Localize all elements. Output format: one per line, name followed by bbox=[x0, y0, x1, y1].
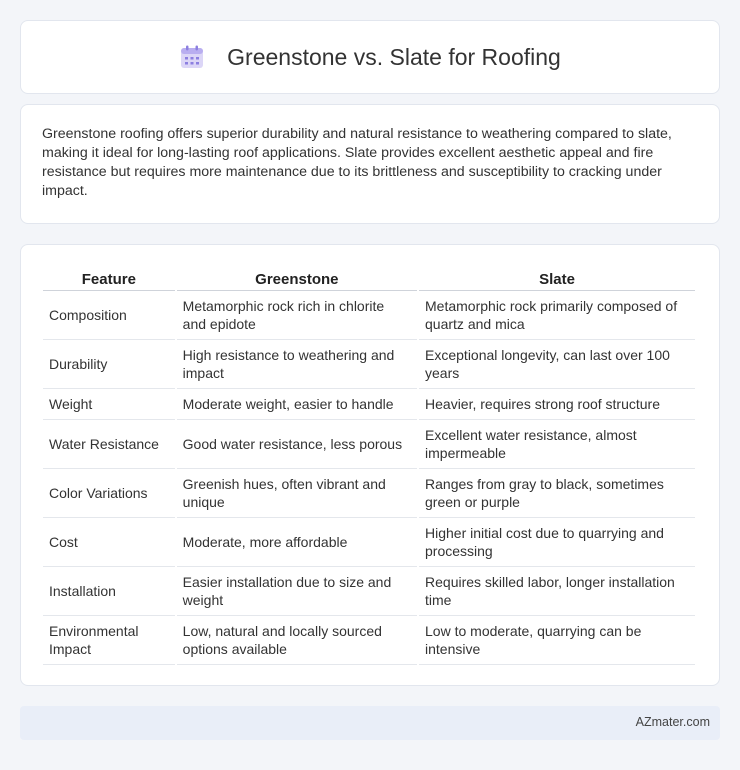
greenstone-cell: Moderate, more affordable bbox=[177, 518, 417, 567]
header-greenstone: Greenstone bbox=[177, 267, 417, 291]
feature-cell: Installation bbox=[43, 567, 175, 616]
feature-cell: Durability bbox=[43, 340, 175, 389]
comparison-table bbox=[41, 267, 697, 665]
title-card bbox=[20, 20, 720, 94]
feature-cell: Color Variations bbox=[43, 469, 175, 518]
table-row bbox=[43, 469, 695, 518]
summary-text: Greenstone roofing offers superior durability and natural resistance to weathering compared to slate, making it ideal for long-lasting roof applications. Slate provides excellent aesthetic appeal and fire resistance but requires more maintenance due to its brittleness and susceptibility to cracking under impact. bbox=[42, 126, 672, 199]
table-row bbox=[43, 389, 695, 420]
feature-cell: Cost bbox=[43, 518, 175, 567]
greenstone-cell: Metamorphic rock rich in chlorite and epidote bbox=[177, 291, 417, 340]
slate-cell: Excellent water resistance, almost impermeable bbox=[419, 420, 695, 469]
footer-brand[interactable]: AZmater.com bbox=[635, 715, 710, 729]
header-slate: Slate bbox=[419, 267, 695, 291]
page-title: Greenstone vs. Slate for Roofing bbox=[227, 43, 561, 70]
table-row bbox=[43, 616, 695, 665]
slate-cell: Higher initial cost due to quarrying and processing bbox=[419, 518, 695, 567]
greenstone-cell: Easier installation due to size and weight bbox=[177, 567, 417, 616]
greenstone-cell: Moderate weight, easier to handle bbox=[177, 389, 417, 420]
greenstone-cell: Good water resistance, less porous bbox=[177, 420, 417, 469]
slate-cell: Requires skilled labor, longer installation time bbox=[419, 567, 695, 616]
greenstone-cell: Low, natural and locally sourced options available bbox=[177, 616, 417, 665]
table-header-row bbox=[43, 267, 695, 291]
header-feature: Feature bbox=[43, 267, 175, 291]
footer-bar bbox=[20, 706, 720, 740]
greenstone-cell: High resistance to weathering and impact bbox=[177, 340, 417, 389]
slate-cell: Ranges from gray to black, sometimes green or purple bbox=[419, 469, 695, 518]
feature-cell: Weight bbox=[43, 389, 175, 420]
table-row bbox=[43, 291, 695, 340]
table-row bbox=[43, 518, 695, 567]
feature-cell: Composition bbox=[43, 291, 175, 340]
table-row bbox=[43, 567, 695, 616]
calendar-grid-icon bbox=[179, 44, 205, 70]
table-row bbox=[43, 340, 695, 389]
slate-cell: Metamorphic rock primarily composed of quartz and mica bbox=[419, 291, 695, 340]
slate-cell: Heavier, requires strong roof structure bbox=[419, 389, 695, 420]
slate-cell: Low to moderate, quarrying can be intensive bbox=[419, 616, 695, 665]
comparison-card bbox=[20, 244, 720, 686]
slate-cell: Exceptional longevity, can last over 100 years bbox=[419, 340, 695, 389]
feature-cell: Water Resistance bbox=[43, 420, 175, 469]
greenstone-cell: Greenish hues, often vibrant and unique bbox=[177, 469, 417, 518]
summary-card bbox=[20, 104, 720, 224]
table-row bbox=[43, 420, 695, 469]
feature-cell: Environmental Impact bbox=[43, 616, 175, 665]
